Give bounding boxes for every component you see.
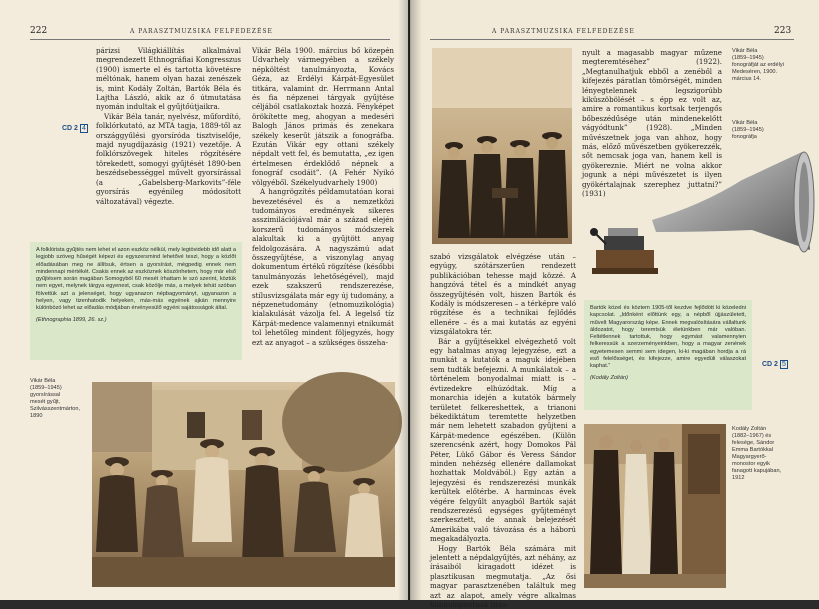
quote-text: Bartók közel és köztem 1905-től kezdve fejlődött ki közeledni kapcsolat. „Időnként előttünk egy, a népből újjászületett, művelt Magyarország képe. Ennek megvalósítására vállaltunk áldozatot, hogy teremtsük életünkben már valóban. Feltétlennek tartottuk, hogy egymást valamennyien felkeressük a szerzeményeinkben, hogy a magyar zenének egyetemesen semmi sem idegen, ki-ki magában hordja a rá eső felelősséget, és kifejezze, amire egyedüli válaszokat kaphat.” xyxy=(590,305,746,370)
caption-line: Szilvásszentmárton, xyxy=(30,406,81,412)
text-column-2 xyxy=(252,46,394,386)
text-column-1 xyxy=(96,46,241,236)
caption-line: fonográfja xyxy=(732,134,757,140)
caption-line: 1890 xyxy=(30,413,43,419)
caption-line: gyorsírással xyxy=(30,392,61,398)
running-head: A PARASZTMUZSIKA FELFEDEZÉSE xyxy=(492,28,635,35)
paragraph: Vikár Béla 1900. március bő közepén Udvarhely vármegyében a székely népköltést tanulmányozta, Kovács Géza, az Erdélyi Kárpát-Egyesület titkára, valamint dr. Herrmann Antal és fia népzenei tárgyak gyűjtése céljából csatlakoztak hozzá. Fényképet örökítette meg, ahogyan a medeséri Balogh János primás és zenekara székely keserűt játszik a fonográfba. Ezután Vikár egy ottani székely népdalt vett fel, és bemutatta, „ez igen értelmesen érdeklődő népnek a fonográf csodáit”. (A Fehér Nyikó völgyéből. Székelyudvarhely 1900) xyxy=(252,46,394,187)
caption-line: Magyargyerő- xyxy=(732,454,767,460)
side-caption-top xyxy=(732,48,812,83)
caption-line: (1859–1945) xyxy=(732,127,764,133)
paragraph: Hogy Bartók Béla számára mit jelentett a népdalgyűjtés, azt néhány, az írásaiból kiragadott idézet is plasztikusan megmutatja. „Az ősi magyar parasztzenében találtuk meg azt az alapot, amely végre alkalmas kiindulópontnak bizo- xyxy=(430,543,576,609)
vikar-collecting-photo xyxy=(92,382,395,587)
caption-line: mesét gyűjt, xyxy=(30,399,61,405)
caption-line: Vikár Béla xyxy=(30,378,56,384)
paragraph: párizsi Világkiállítás alkalmával megrendezett Ethnográfiai Kongresszus (1900) ismerte el és tartotta követésre méltónak, hanem olyan hazai zenészek is, mint Kodály Zoltán, Bartók Béla és Lajtha László, akik az ő útmutatása nyomán indultak el gyűjtőútjaikra. xyxy=(96,46,241,112)
cd-track-number: 5 xyxy=(781,361,786,368)
caption-line: (1859–1945) xyxy=(732,55,764,61)
page-number: 222 xyxy=(30,26,48,36)
kodaly-bartok-photo xyxy=(584,424,726,588)
caption-line: Vikár Béla xyxy=(732,48,758,54)
text-column-1 xyxy=(430,252,576,609)
caption-line: Medeséren, 1900. xyxy=(732,69,778,75)
caption-line: (1882–1967) és xyxy=(732,433,772,439)
running-head: A PARASZTMUZSIKA FELFEDEZÉSE xyxy=(130,28,273,35)
cd-track-label xyxy=(762,360,788,369)
quote-box xyxy=(584,300,752,410)
book-gutter xyxy=(398,0,422,600)
header-rule xyxy=(30,39,390,40)
cd-label-text: CD 2 xyxy=(762,361,778,368)
caption-line: felesége, Sándor xyxy=(732,440,775,446)
caption-line: március 14. xyxy=(732,76,761,82)
cd-label-text: CD 2 xyxy=(62,125,78,132)
photo-caption xyxy=(30,378,85,420)
paragraph: szabó vizsgálatok elvégzése után – egyúgy, szótárszerűen rendezett publikációban tehesse majd közzé. A hangzóvá tétel és a mindkét anyag összegyűjtésén volt, hiszen Bartók és Kodály is módszeresen – a térképre való rögzítése és a technikai fejlődés ellenére – és a mai kutatás az egyéni vizsgálatokra tér. xyxy=(430,252,576,337)
paragraph: A hangrögzítés példamutatóan korai bevezetésével és a nemzetközi tudományos eredmények sikeres asszimilációjával már a század elején korszerű tudományos módszerek alakultak ki a gyűjtött anyag feldolgozására. A nagyszámú adat összegyűjtése, a viszonylag anyag dokumentum értékű rögzítése (későbbi tanulmányozás lehetőségével), majd ezek szakszerű rendszerezése, stílusvizsgálata már egy új tudomány, a népzenetudomány (etnomuzikológia) kialakulását vázolja fel. A legelső tíz Kárpát-medence valamennyi etnikumát tol lehetőleg mindent följegyzés, hogy ezt az anyagot – a szükséges összeha- xyxy=(252,187,394,347)
quote-source: (Ethnographia 1899, 26. sz.) xyxy=(36,316,107,323)
side-caption-phonograph xyxy=(732,120,812,141)
paragraph: Bár a gyűjtésekkel elvégezhető volt egy hatalmas anyag lejegyzése, ezt a munkát a kutatók a maguk idejében sem tudták befejezni. A munkálatok – a történelem bonyodalmai miatt is – évtizedekre elhúzódtak. Míg a monarchia idején a kutatók bármely területet felkereshettek, a trianoni békediktátum teremtette helyzetben már nem lehetett szabadon gyűjteni a Kárpát-medence egészében. (Külön szerencsénk azért, hogy Domokos Pál Péter, Lükő Gábor és Veress Sándor minden nehézség ellenére dallamokat hozhattak Moldvából.) Egy aztán a lejegyzési és rendszerezési munkák kerültek előtérbe. A harmincas évek végére felgyűlt anyagból Bartók saját rendszerezésű egységes gyűjteményt szerkesztett, de annak belejezését Amerikába való távozása és a háború megakadályozta. xyxy=(430,336,576,544)
photo-caption xyxy=(732,426,814,482)
right-page xyxy=(410,0,819,609)
phonograph-image xyxy=(582,150,812,290)
caption-line: (1859–1945) xyxy=(30,385,62,391)
paragraph: nyult a magasabb magyar műzene megteremtéséhez” (1922). „Megtanulhatjuk ebből a zenéből a kifejezés páratlan tömörségét, minden lényegtelennek legszigorúbb kiküszöbölését – s épp ez volt az, amire a romantikus kortsak terjengős bőbeszédűsége után mindenekelőtt vágyódtunk” (1928). „Minden művészetnek joga van ahhoz, hogy más, előző művészetben gyökerezzék, sőt nemcsak joga van, hanem kell is gyökereznie. Miért ne volna akkor jogunk a népi művészetet is ilyen gyökértalajnak szerephez juttatni?” (1931) xyxy=(582,48,722,199)
caption-line: Kodály Zoltán xyxy=(732,426,767,432)
caption-line: monostor egyik xyxy=(732,461,770,467)
paragraph: Vikár Béla tanár, nyelvész, műfordító, folklórkutató, az MTA tagja, 1889-től az országgyűlési gyorsíróda tisztviselője, majd nyugdíjazásig (1921) vezetője. A folklórszövegek hiteles rögzítésére törekedett, somogyi gyűjtését 1890-ben beszédsebességgel művelt gyorsírással (a „Gabelsberg-Markovits”-féle gyorsírás egyénileg módosított változatával) végezte. xyxy=(96,111,241,206)
cd-track-number: 4 xyxy=(81,125,86,132)
quote-box xyxy=(30,242,242,360)
quote-text: A folklórista gyűjtés nem lehet el azon eszköz nélkül, mely legtövidebb idő alatt a legjobb szöveg hűségét képezi és egyszersmind lehetővé teszi, hogy a közlőt előadásában meg ne állítsuk, értsen a gyorsírást, mégpedig ennek nem mindennapi mértékét. Csakis ennek az eszköznek köszönhetem, hogy már első gyűjtésem során magában Somogyból 60 mesét írhattam le szó szerint, köztük nem egyet, melynek tárgya egyenest, csak közölje más, a melyek tehát szóban fölvettük azt a jelenséget, hogy ugyanazon népbagyományt, ugyanazon a helyen, vagy tizenhatodik helyeken, más-más egyének ajkán mennyire különbözó lehet az előadás módjában érvényesülő egyéni sajátosságok által. xyxy=(36,247,236,312)
quote-source: (Kodály Zoltán) xyxy=(590,374,628,381)
page-number: 223 xyxy=(774,26,792,36)
header-rule xyxy=(430,39,794,40)
caption-line: Emma Bartókkal xyxy=(732,447,774,453)
left-page xyxy=(0,0,408,600)
medeser-phonograph-photo xyxy=(432,48,572,244)
caption-line: 1912 xyxy=(732,475,745,481)
caption-line: fanagott kapujában, xyxy=(732,468,782,474)
cd-track-label xyxy=(62,124,88,133)
caption-line: fonográfját az erdélyi xyxy=(732,62,784,68)
caption-line: Vikár Béla xyxy=(732,120,758,126)
